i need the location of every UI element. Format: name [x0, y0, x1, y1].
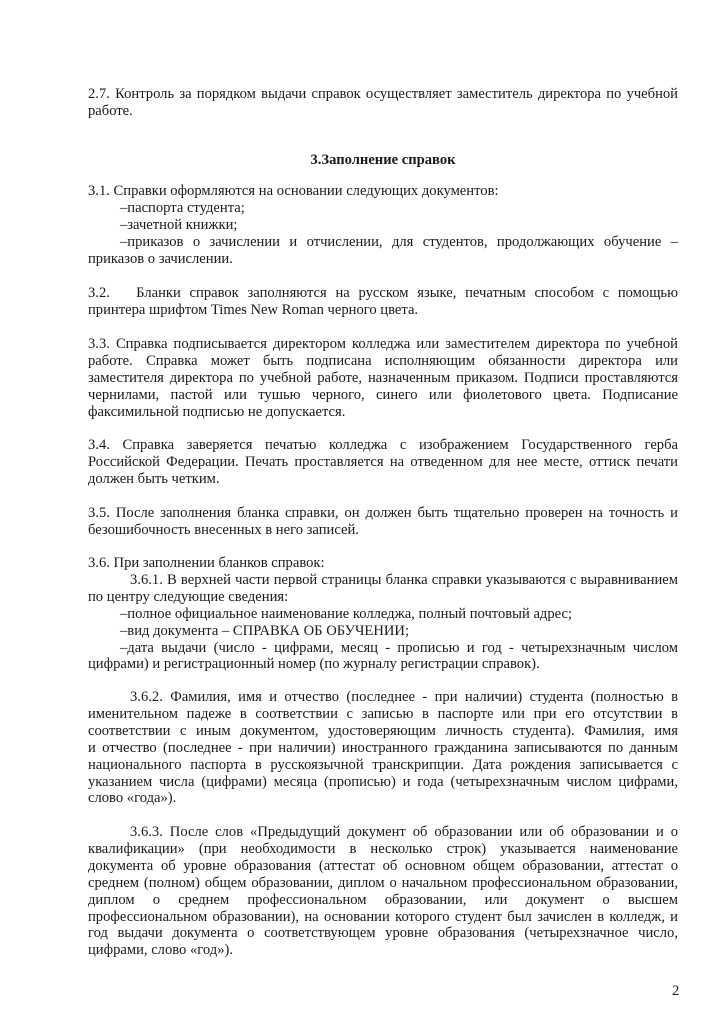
page-number: 2 — [672, 983, 680, 999]
text-line: работе. — [88, 102, 133, 119]
list-item: –паспорта студента; — [120, 199, 245, 216]
text-line: профессиональном образовании), на основании которого студент был зачислен в колледж, и — [88, 908, 678, 925]
list-item: –вид документа – СПРАВКА ОБ ОБУЧЕНИИ; — [120, 622, 410, 639]
text-line: среднем (полном) общем образовании, диплом о начальном профессиональном образовании, — [88, 874, 678, 891]
paragraph-3-6 — [88, 555, 678, 673]
text-line: должен быть четким. — [88, 470, 220, 487]
text-line: безошибочность внесенных в него записей. — [88, 521, 359, 538]
text-line: цифрами) и регистрационный номер (по журналу регистрации справок). — [88, 656, 540, 673]
text-line: Российской Федерации. Печать проставляется на отведенном для нее месте, оттиск печати — [88, 453, 678, 470]
text-line: и отчество (последнее - при наличии) иностранного гражданина записываются по данным — [88, 739, 678, 756]
text-line: национального паспорта в русскоязычной транскрипции. Дата рождения записывается с — [88, 756, 678, 773]
text-line: год выдачи документа о соответствующем уровне образования (четырехзначное число, — [88, 925, 678, 942]
paragraph-3-4 — [88, 437, 678, 488]
list-item: –полное официальное наименование колледжа, полный почтовый адрес; — [120, 605, 573, 622]
text-line: именительном падеже в соответствии с записью в паспорте или при его отсутствии в — [88, 705, 678, 722]
text-line: документа об уровне образования (аттестат об основном общем образовании, аттестат о — [88, 857, 678, 874]
text-line: чернилами, пастой или тушью черного, синего или фиолетового цвета. Подписание — [88, 386, 678, 403]
text-line: приказов о зачислении. — [88, 250, 233, 267]
text-line: указанием числа (цифрами) месяца (прописью) и года (четырехзначным числом цифрами, — [88, 773, 678, 790]
text-line: 3.5. После заполнения бланка справки, он должен быть тщательно проверен на точность и — [88, 505, 678, 521]
text-line: 3.6.3. После слов «Предыдущий документ об образовании или об образовании и о — [130, 824, 678, 840]
text-line: 3.6.1. В верхней части первой страницы бланка справки указываются с выравниванием — [130, 571, 678, 588]
paragraph-3-3 — [88, 336, 678, 421]
text-line: работе. Справка может быть подписана исполняющим обязанности директора или — [88, 352, 678, 369]
list-item: –приказов о зачислении и отчислении, для студентов, продолжающих обучение – — [120, 233, 678, 250]
list-item: –зачетной книжки; — [120, 216, 238, 233]
paragraph-2-7 — [88, 86, 678, 120]
text-line: факсимильной подписью не допускается. — [88, 403, 346, 420]
text-line: соответствии с иным документом, удостоверяющим личность студента). Фамилия, имя — [88, 722, 678, 739]
text-line: 3.6.2. Фамилия, имя и отчество (последнее - при наличии) студента (полностью в — [130, 689, 678, 705]
text-line: 3.1. Справки оформляются на основании следующих документов: — [88, 183, 499, 199]
text-line: принтера шрифтом Times New Roman черного цвета. — [88, 301, 419, 318]
text-line: заместителя директора по учебной работе, назначенным приказом. Подписи проставляются — [88, 369, 678, 386]
paragraph-3-1 — [88, 183, 678, 268]
text-line: слово «года»). — [88, 790, 177, 807]
text-line: 3.6. При заполнении бланков справок: — [88, 555, 325, 571]
paragraph-3-2 — [88, 285, 678, 319]
paragraph-3-6-2 — [88, 689, 678, 807]
text-line: 2.7. Контроль за порядком выдачи справок осуществляет заместитель директора по учебной — [88, 86, 678, 102]
list-item: –дата выдачи (число - цифрами, месяц - прописью и год - четырехзначным числом — [120, 639, 678, 656]
text-line: по центру следующие сведения: — [88, 588, 289, 605]
text-line: диплом о среднем профессиональном образовании, или документ о высшем — [88, 891, 678, 908]
text-line: цифрами, слово «год»). — [88, 942, 234, 959]
text-line: 3.2. Бланки справок заполняются на русском языке, печатным способом с помощью — [88, 285, 678, 301]
paragraph-3-5 — [88, 505, 678, 539]
text-line: квалификации» (при необходимости в несколько строк) указывается наименование — [88, 840, 678, 857]
section-title: 3.Заполнение справок — [310, 152, 456, 168]
text-line: 3.3. Справка подписывается директором колледжа или заместителем директора по учебной — [88, 336, 678, 352]
paragraph-3-6-3 — [88, 824, 678, 959]
text-line: 3.4. Справка заверяется печатью колледжа с изображением Государственного герба — [88, 437, 678, 453]
